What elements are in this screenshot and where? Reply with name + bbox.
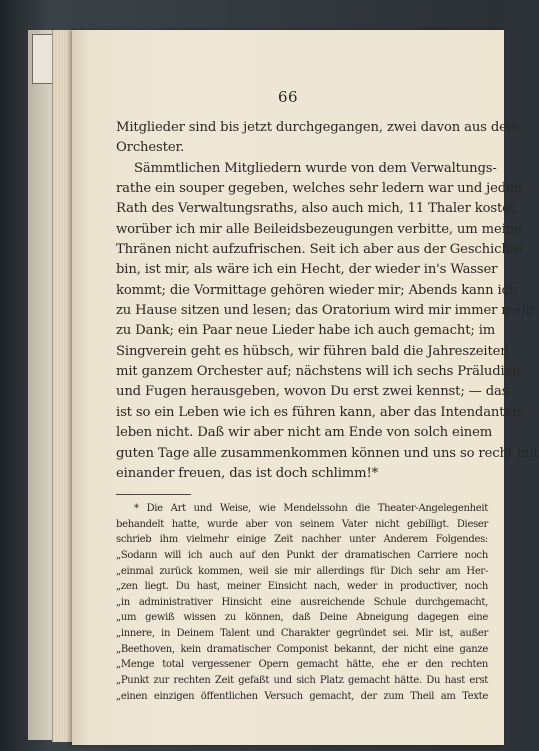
body-line: leben nicht. Daß wir aber nicht am Ende von solch einem [116, 425, 493, 441]
footnote-line: „Menge total vergessener Opern gemacht hätte, ehe er den rechten [116, 659, 488, 671]
footnote-separator [116, 494, 191, 495]
body-line: worüber ich mir alle Beileidsbezeugungen verbitte, um meine [116, 221, 522, 237]
body-line: guten Tage alle zusammenkommen können und uns so recht mit [116, 445, 539, 461]
footnote-line: „zen liegt. Du hast, meiner Einsicht nach, weder in productiver, noch [116, 581, 488, 593]
body-line: ist so ein Leben wie ich es führen kann, aber das Intendanten- [116, 404, 525, 420]
body-line: Sämmtlichen Mitgliedern wurde von dem Verwaltungs- [134, 160, 497, 176]
body-line: rathe ein souper gegeben, welches sehr ledern war und jeden [116, 181, 523, 197]
footnote-line: * Die Art und Weise, wie Mendelssohn die Theater-Angelegenheit [134, 503, 488, 514]
footnote-line: „um gewiß wissen zu können, daß Deine Abneigung dagegen eine [116, 612, 488, 624]
footnote-line: schrieb ihm vielmehr einige Zeit nachher unter Anderem Folgendes: [116, 534, 488, 546]
body-line: zu Hause sitzen und lesen; das Oratorium wird mir immer mehr [116, 303, 536, 319]
footnote-line: „in administrativer Hinsicht eine ausreichende Schule durchgemacht, [116, 596, 488, 608]
body-line: mit ganzem Orchester auf; nächstens will ich sechs Präludien [116, 364, 521, 380]
bookplate-fragment [32, 34, 54, 84]
book-page [72, 30, 539, 745]
body-line: zu Dank; ein Paar neue Lieder habe ich auch gemacht; im [116, 323, 496, 339]
footnote-line: „Beethoven, kein dramatischer Componist bekannt, der nicht eine ganze [116, 643, 488, 655]
body-line: und Fugen herausgeben, wovon Du erst zwei kennst; — das [116, 384, 509, 400]
footnote-line: „einen einzigen öffentlichen Versuch gemacht, der zum Theil am Texte [116, 690, 488, 702]
body-line: Rath des Verwaltungsraths, also auch mich, 11 Thaler kostet, [116, 201, 520, 217]
body-line: Orchester. [116, 140, 185, 156]
body-line: einander freuen, das ist doch schlimm!* [116, 465, 379, 481]
body-text [116, 118, 539, 484]
footnote [116, 501, 488, 704]
page-number: 66 [277, 88, 299, 106]
footnote-line: behandelt hatte, wurde aber von seinem Vater nicht gebilligt. Dieser [116, 518, 488, 530]
footnote-line: „innere, in Deinem Talent und Charakter gegründet sei. Mir ist, außer [116, 628, 488, 640]
body-line: Mitglieder sind bis jetzt durchgegangen, zwei davon aus dem [116, 120, 520, 135]
footnote-line: „einmal zurück kommen, weil sie mir allerdings für Dich sehr am Her- [116, 565, 488, 577]
body-line: Singverein geht es hübsch, wir führen bald die Jahreszeiten [116, 343, 509, 359]
footnote-line: „Sodann will ich auch auf den Punkt der dramatischen Carriere noch [116, 549, 488, 561]
body-line: kommt; die Vormittage gehören wieder mir; Abends kann ich [116, 282, 518, 298]
body-line: Thränen nicht aufzufrischen. Seit ich aber aus der Geschichte [116, 242, 523, 258]
body-line: bin, ist mir, als wäre ich ein Hecht, der wieder in's Wasser [116, 262, 498, 278]
footnote-line: „Punkt zur rechten Zeit gefaßt und sich Platz gemacht hätte. Du hast erst [116, 675, 488, 687]
